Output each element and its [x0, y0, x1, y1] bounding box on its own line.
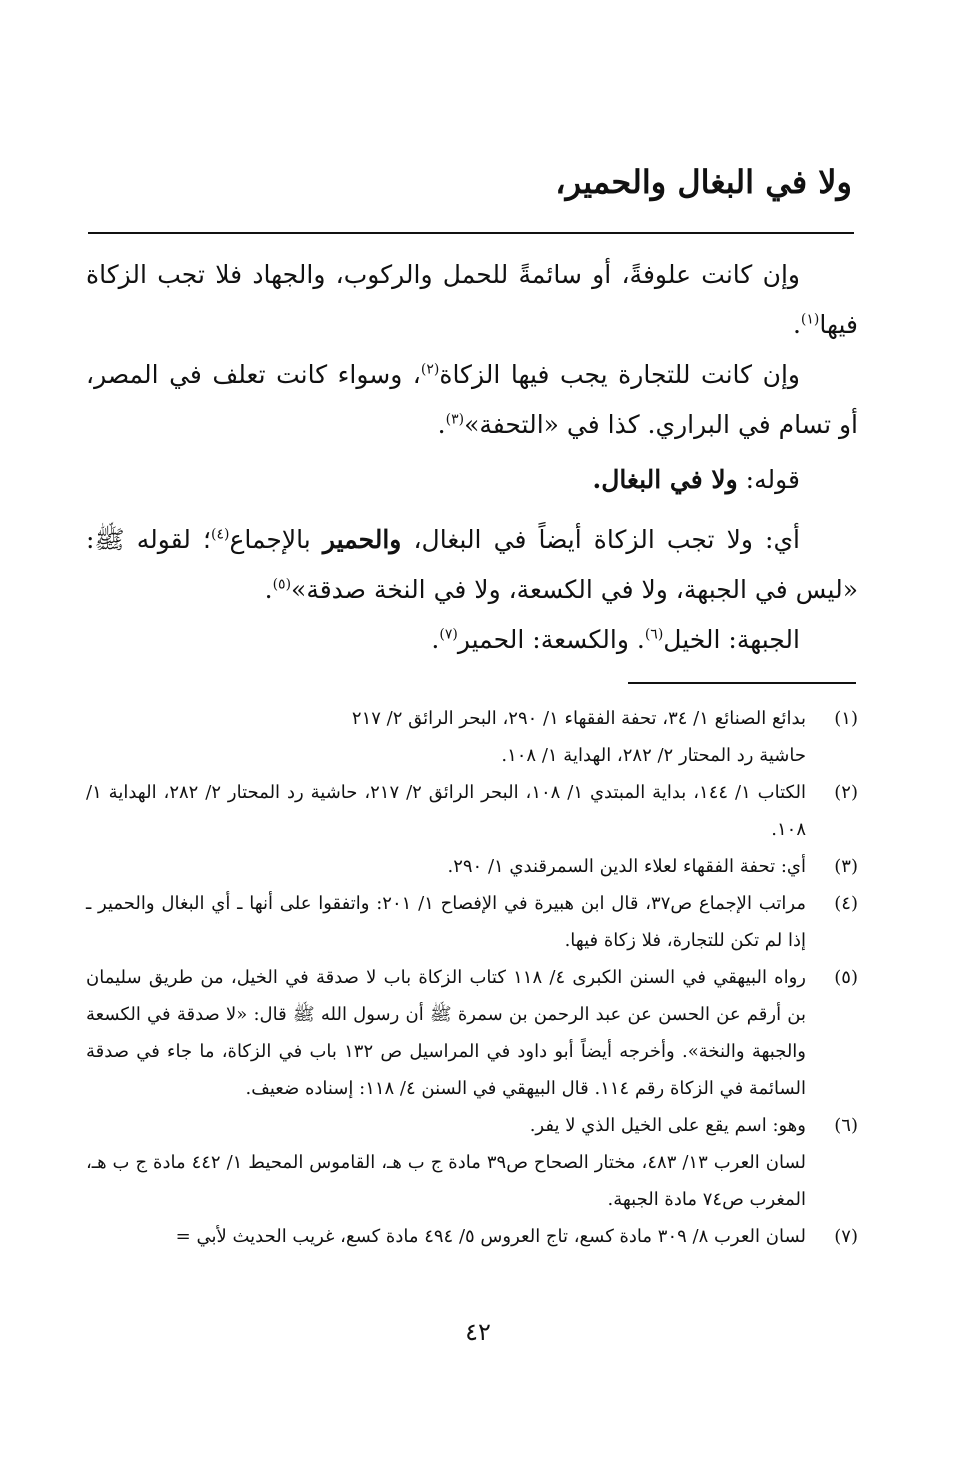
footnote-ref: (٦) — [644, 626, 664, 643]
footnote-ref: (٢) — [420, 361, 440, 378]
paragraph-text: . والكسعة: الحمير — [457, 625, 645, 654]
footnote-text: الكتاب ١/ ١٤٤، بداية المبتدي ١/ ١٠٨، البحر الرائق ٢/ ٢١٧، حاشية رد المحتار ٢/ ٢٨٢، الهداية ١/ ١٠٨. — [86, 782, 806, 840]
paragraph-text: أي: ولا تجب الزكاة أيضاً في البغال، — [401, 525, 800, 554]
chapter-heading: ولا في البغال والحمير، — [555, 163, 852, 201]
footnote-ref: (١) — [800, 311, 820, 328]
paragraph-text: بالإجماع — [229, 525, 323, 554]
footnote-text: رواه البيهقي في السنن الكبرى ٤/ ١١٨ كتاب الزكاة باب لا صدقة في الخيل، من طريق سليمان بن أرقم عن الحسن عن عبد الرحمن بن سمرة ﷺ أن رسول الله ﷺ قال: «لا صدقة في الكسعة والجبهة والنخة». وأخرجه أيضاً أبو داود في المراسيل ص ١٣٢ باب في الزكاة، ما جاء في صدقة السائمة في الزكاة رقم ١١٤. قال البيهقي في السنن ٤/ ١١٨: إسناده ضعيف. — [86, 967, 806, 1099]
paragraph-text: وإن كانت للتجارة يجب فيها الزكاة — [439, 360, 800, 389]
footnote-text: لسان العرب ١٣/ ٤٨٣، مختار الصحاح ص٣٩ مادة ج ب هـ، القاموس المحيط ١/ ٤٤٢ مادة ج ب هـ، المغرب ص٧٤ مادة الجبهة. — [86, 1152, 806, 1210]
quoted-matn: ولا في البغال. — [592, 465, 738, 494]
footnotes — [86, 700, 858, 1255]
page-number: ٤٢ — [465, 1318, 491, 1346]
footnote-number: (٧) — [834, 1226, 858, 1247]
footnote-text: بدائع الصنائع ١/ ٣٤، تحفة الفقهاء ١/ ٢٩٠، البحر الرائق ٢/ ٢١٧ — [351, 708, 806, 729]
footnote-number: (٥) — [834, 967, 858, 988]
footnote — [86, 1218, 858, 1255]
footnote-number: (٦) — [834, 1115, 858, 1136]
footnote-text: مراتب الإجماع ص٣٧، قال ابن هبيرة في الإفصاح ١/ ٢٠١: واتفقوا على أنها ـ أي البغال والحمير ـ إذا لم تكن للتجارة، فلا زكاة فيها. — [86, 893, 806, 951]
heading-rule — [88, 232, 854, 234]
footnote-number: (٤) — [834, 893, 858, 914]
footnote — [86, 885, 858, 959]
footnote-number: (١) — [834, 708, 858, 729]
footnote-separator — [628, 682, 856, 684]
footnote-ref: (٥) — [272, 576, 292, 593]
paragraph-text: ، وسواء كانت تعلف في المصر، أو تسام في البراري. كذا في «التحفة» — [86, 360, 858, 439]
footnote-number: (٢) — [834, 782, 858, 803]
quoted-matn: والحمير — [322, 525, 402, 554]
footnote-text: حاشية رد المحتار ٢/ ٢٨٢، الهداية ١/ ١٠٨. — [501, 745, 806, 766]
paragraph-5: الجبهة: الخيل$^{(٦)}$. والكسعة: الحمير$^{(٧)}$. — [431, 625, 800, 654]
footnote-text: لسان العرب ٨/ ٣٠٩ مادة كسع، تاج العروس ٥/ ٤٩٤ مادة كسع، غريب الحديث لأبي = — [175, 1226, 806, 1247]
footnote-ref: (٧) — [439, 626, 458, 643]
footnote — [86, 1107, 858, 1218]
paragraph-1: وإن كانت علوفةً، أو سائمةً للحمل والركوب، والجهاد فلا تجب الزكاة فيها$^{(١)}$. — [86, 260, 858, 339]
paragraph-text: ؛ لقوله ﷺ: «ليس في الجبهة، ولا في الكسعة، ولا في النخة صدقة» — [86, 525, 858, 604]
footnote-number: (٣) — [834, 856, 858, 877]
paragraph-text: وإن كانت علوفةً، أو سائمةً للحمل والركوب، والجهاد فلا تجب الزكاة فيها — [86, 260, 858, 339]
footnote — [86, 848, 858, 885]
paragraph-text: الجبهة: الخيل — [663, 625, 800, 654]
paragraph-2: وإن كانت للتجارة يجب فيها الزكاة$^{(٢)}$، وسواء كانت تعلف في المصر، أو تسام في البراري. كذا في «التحفة»$^{(٣)}$. — [86, 360, 858, 439]
footnote — [86, 774, 858, 848]
footnote-text: أي: تحفة الفقهاء لعلاء الدين السمرقندي ١/ ٢٩٠. — [447, 856, 806, 877]
paragraph-4: أي: ولا تجب الزكاة أيضاً في البغال، والحمير بالإجماع$^{(٤)}$؛ لقوله ﷺ: «ليس في الجبهة، ولا في الكسعة، ولا في النخة صدقة»$^{(٥)}$. — [86, 525, 858, 604]
footnote — [86, 700, 858, 774]
footnote-text: وهو: اسم يقع على الخيل الذي لا يفر. — [529, 1115, 806, 1136]
paragraph-text: قوله: — [737, 465, 800, 494]
footnote — [86, 959, 858, 1107]
paragraph-3 — [86, 455, 858, 505]
footnote-ref: (٤) — [210, 526, 230, 543]
footnote-ref: (٣) — [445, 411, 465, 428]
